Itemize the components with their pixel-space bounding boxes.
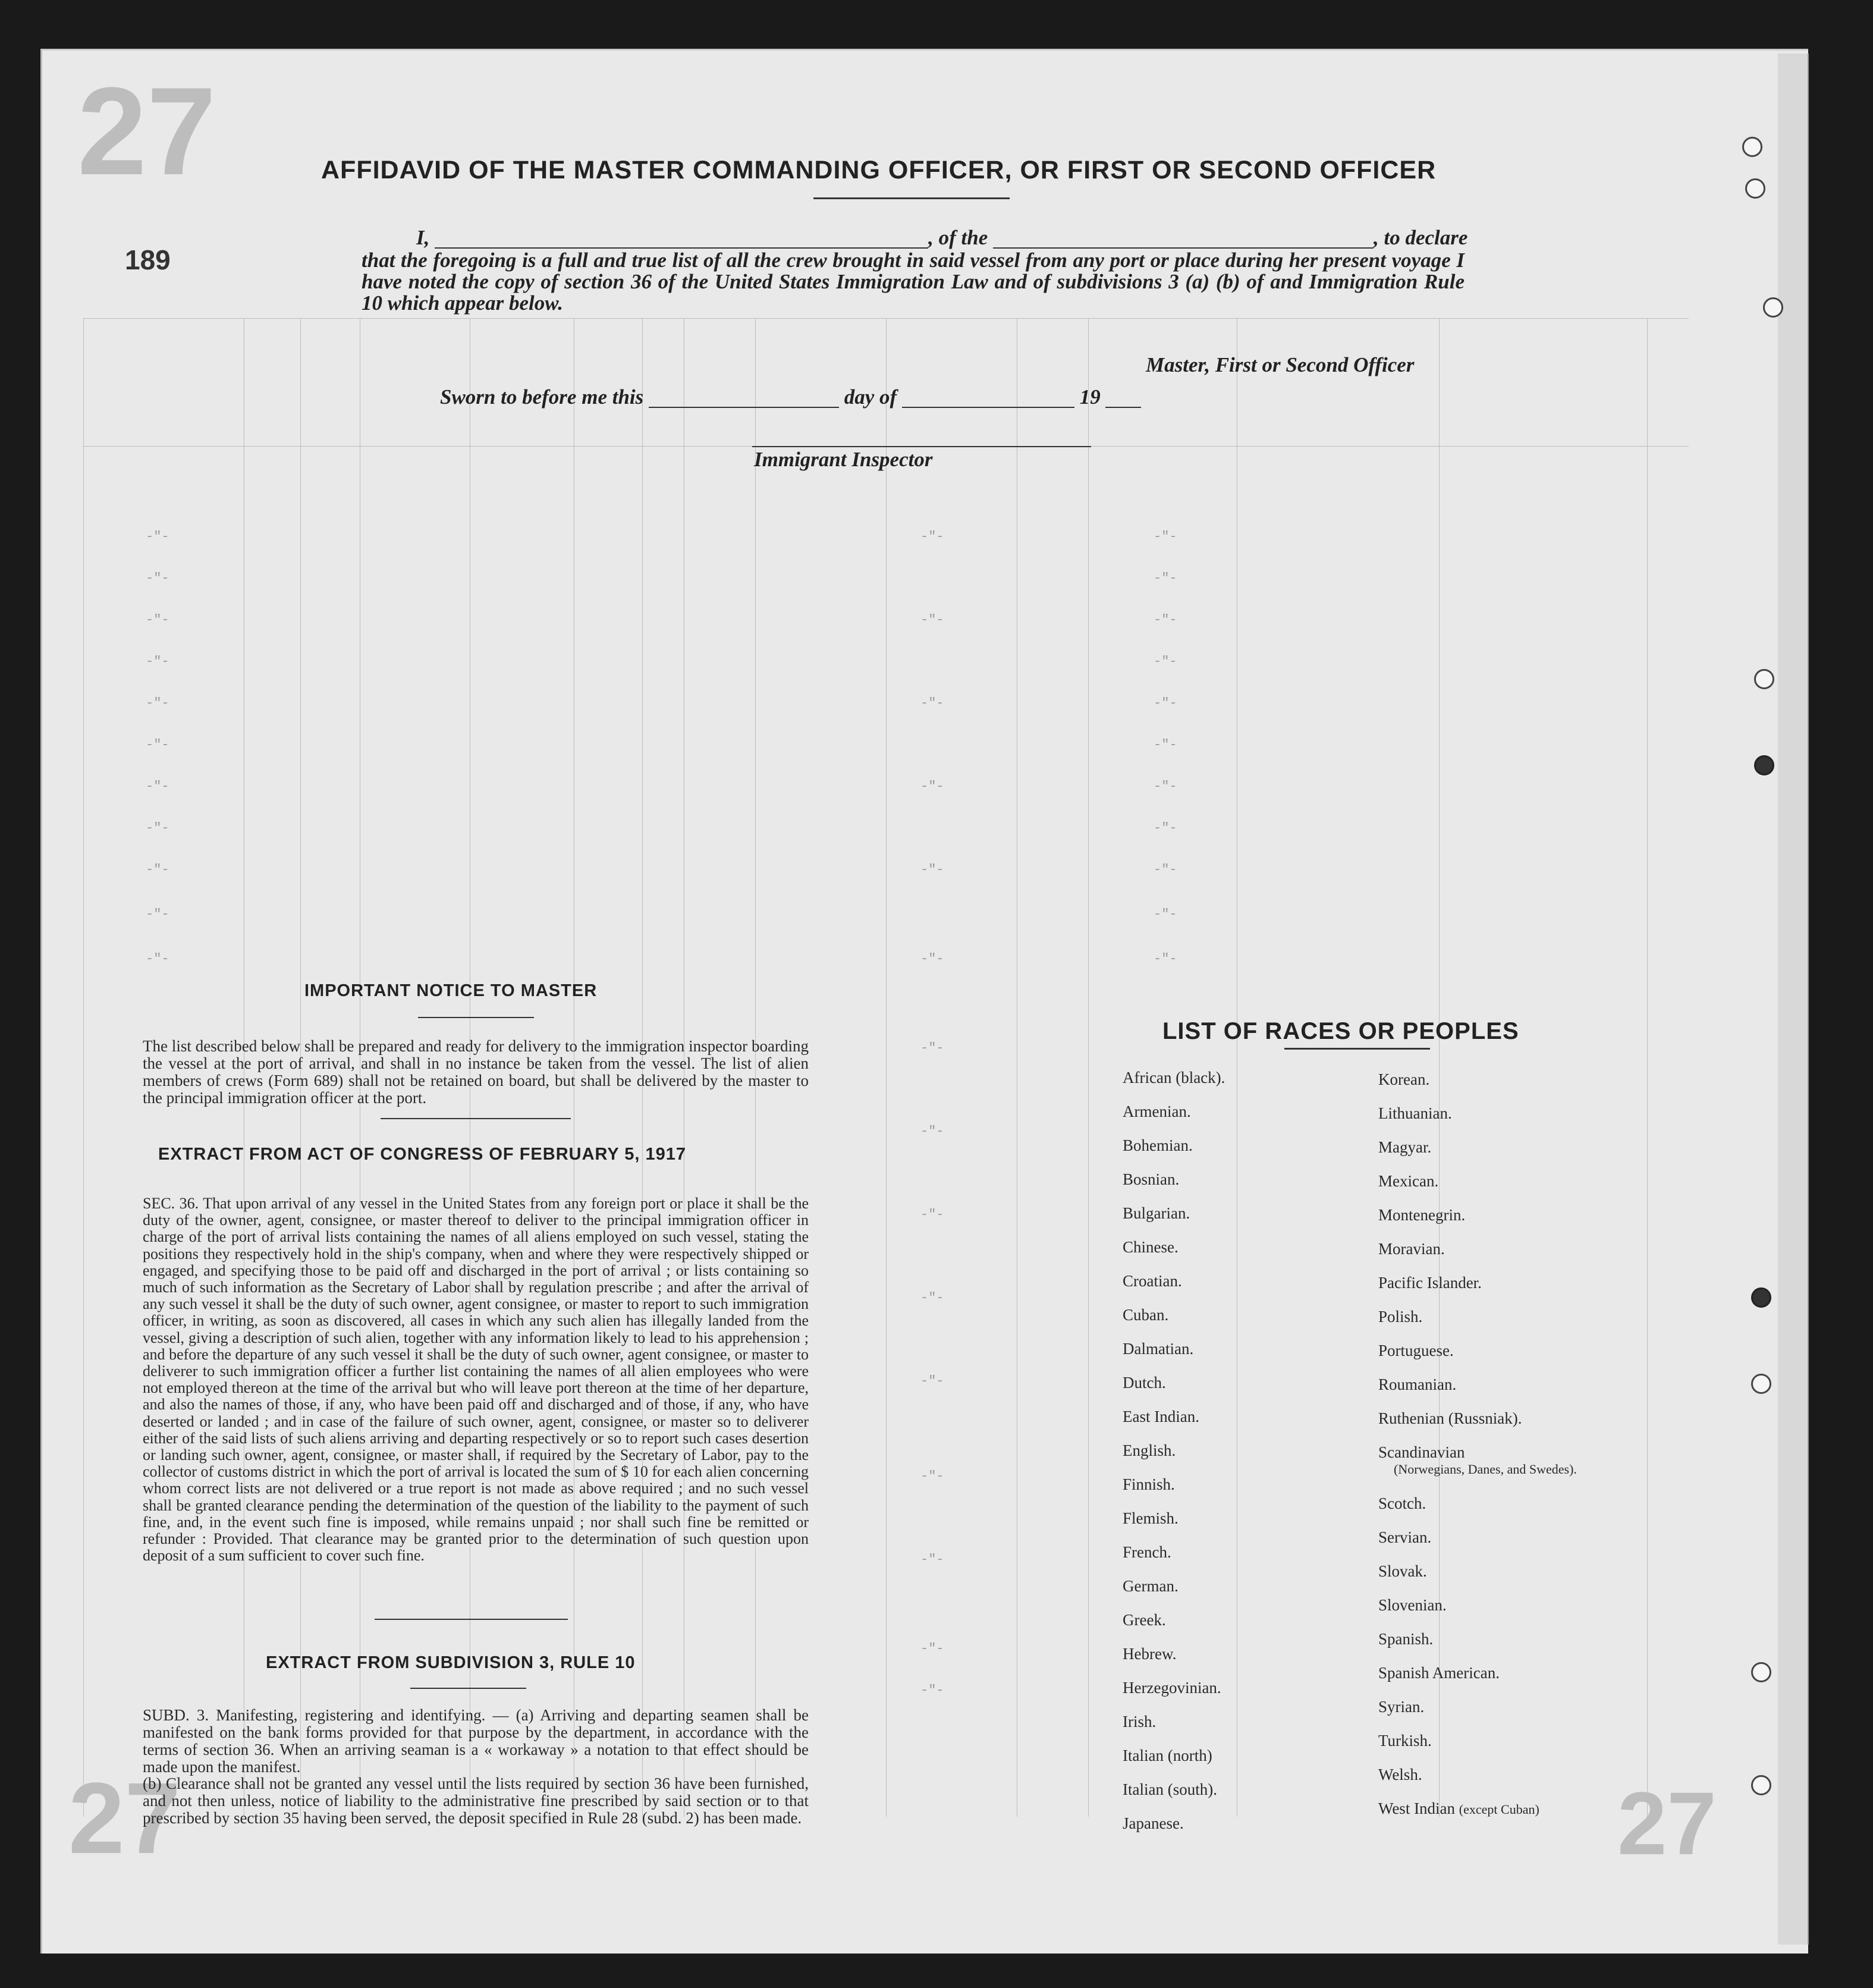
race-item: Spanish American. [1378, 1664, 1500, 1682]
race-item: Bosnian. [1123, 1170, 1180, 1188]
binder-hole [1751, 1374, 1771, 1394]
race-item: Croatian. [1123, 1272, 1182, 1290]
i-label: I, [416, 226, 430, 249]
race-item: German. [1123, 1577, 1179, 1595]
race-item: Japanese. [1123, 1814, 1184, 1832]
race-item: Servian. [1378, 1528, 1432, 1546]
race-item-scandinavian [1378, 1443, 1590, 1477]
sworn-prefix: Sworn to before me this [440, 385, 644, 409]
binder-hole [1751, 1662, 1771, 1682]
sworn-year-field[interactable] [1105, 407, 1141, 408]
race-item: Dutch. [1123, 1374, 1166, 1392]
binder-hole [1754, 669, 1774, 689]
races-heading: LIST OF RACES OR PEOPLES [1162, 1018, 1519, 1044]
race-item: Roumanian. [1378, 1375, 1457, 1393]
rule-heading: EXTRACT FROM SUBDIVISION 3, RULE 10 [266, 1653, 636, 1672]
binder-hole [1751, 1287, 1771, 1308]
rule-text-a: SUBD. 3. Manifesting, registering and identifying. — (a) Arriving and departing seamen shall be manifested on the bank forms provided for that purpose by the department, in accordance with the terms of section 36. When an arriving seaman is a « workaway » a notation to that effect should be made upon the manifest. [143, 1706, 809, 1776]
race-item: Armenian. [1123, 1103, 1191, 1120]
race-item: Hebrew. [1123, 1645, 1177, 1663]
notice-heading: IMPORTANT NOTICE TO MASTER [304, 981, 598, 1000]
race-item: Finnish. [1123, 1475, 1175, 1493]
notice-text: The list described below shall be prepared and ready for delivery to the immigration inspector boarding the vessel at the port of arrival, and shall in no instance be taken from the vessel. The list of alien members of crews (Form 689) shall not be retained on board, but shall be delivered by the master to the principal immigration officer at the port. [143, 1037, 809, 1107]
race-item: Syrian. [1378, 1698, 1425, 1716]
affidavit-title: AFFIDAVID OF THE MASTER COMMANDING OFFICER, OR FIRST OR SECOND OFFICER [321, 156, 1437, 184]
notice-rule [381, 1118, 571, 1119]
race-item: Mexican. [1378, 1172, 1439, 1190]
race-item: Spanish. [1378, 1630, 1434, 1648]
sworn-day-field[interactable] [649, 407, 839, 408]
race-item: Lithuanian. [1378, 1104, 1452, 1122]
race-item-west-indian [1378, 1799, 1539, 1818]
race-item: Dalmatian. [1123, 1340, 1194, 1358]
act-heading: EXTRACT FROM ACT OF CONGRESS OF FEBRUARY 5, 1917 [158, 1145, 687, 1164]
year-prefix: 19 [1079, 385, 1101, 409]
sworn-month-field[interactable] [902, 407, 1074, 408]
race-item: Cuban. [1123, 1306, 1169, 1324]
notice-underline [418, 1017, 534, 1018]
to-declare-label: , to declare [1374, 226, 1468, 249]
inspector-label: Immigrant Inspector [754, 448, 933, 471]
of-the-label: , of the [928, 226, 988, 249]
affidavit-body: that the foregoing is a full and true list of all the crew brought in said vessel from any port or place during her present voyage I have noted the copy of section 36 of the United States Immigration Law and of subdivisions 3 (a) (b) of and Immigration Rule 10 which appear below. [362, 249, 1465, 315]
race-item: Bulgarian. [1123, 1204, 1190, 1222]
race-item: Bohemian. [1123, 1136, 1193, 1154]
race-note: (Norwegians, Danes, and Swedes). [1394, 1462, 1577, 1477]
race-item: Korean. [1378, 1070, 1430, 1088]
stamp-number-bottom-right: 27 [1617, 1773, 1717, 1873]
race-item: Magyar. [1378, 1138, 1432, 1156]
race-item: Portuguese. [1378, 1342, 1454, 1359]
affidavit-line-1 [416, 227, 1467, 249]
race-item: Herzegovinian. [1123, 1679, 1221, 1697]
race-item: Italian (south). [1123, 1780, 1217, 1798]
races-underline [1284, 1048, 1430, 1050]
race-item: Montenegrin. [1378, 1206, 1466, 1224]
race-item: Greek. [1123, 1611, 1166, 1629]
race-item: Slovak. [1378, 1562, 1427, 1580]
binder-hole [1763, 297, 1783, 318]
race-item: English. [1123, 1441, 1176, 1459]
race-item: Flemish. [1123, 1509, 1179, 1527]
binder-hole [1745, 178, 1765, 199]
race-item: Pacific Islander. [1378, 1274, 1482, 1292]
race-label: West Indian [1378, 1799, 1456, 1817]
race-item: Irish. [1123, 1713, 1157, 1731]
race-item: Moravian. [1378, 1240, 1445, 1258]
rule-text-b: (b) Clearance shall not be granted any vessel until the lists required by section 36 have been furnished, and not then unless, notice of liability to the administrative fine prescribed by said section or to that prescribed by section 35 having been served, the deposit specified in Rule 28 (subd. 2) has been made. [143, 1775, 809, 1827]
race-item: French. [1123, 1543, 1171, 1561]
race-item: Chinese. [1123, 1238, 1179, 1256]
race-item: Welsh. [1378, 1766, 1422, 1783]
race-label: Scandinavian [1378, 1443, 1465, 1461]
race-item: African (black). [1123, 1069, 1225, 1086]
race-item: Slovenian. [1378, 1596, 1447, 1614]
race-item: Italian (north) [1123, 1747, 1212, 1764]
act-text: SEC. 36. That upon arrival of any vessel in the United States from any foreign port or place it shall be the duty of the owner, agent, consignee, or master thereof to deliver to the principal immigration officer in charge of the port of arrival lists containing the names of all aliens employed on such vessel, stating the positions they respectively hold in the ship's company, when and where they were respectively shipped or engaged, and specifying those to be paid off and discharged in the port of arrival ; or lists containing so much of such information as the Secretary of Labor shall by regulation prescribe ; and after the arrival of any such vessel it shall be the duty of such owner, agent consignee, or master to report to such immigration officer, in writing, as soon as discovered, all cases in which any such alien has illegally landed from the vessel, giving a description of such alien, together with any information likely to lead to his apprehension ; and before the departure of any such vessel it shall be the duty of such owner, agent consignee, or master to deliverer to such immigration officer a further list containing the names of all alien employees who were not employed thereon at the time of the arrival but who will leave port thereon at the time of her departure, and also the names of those, if any, who have been paid off and discharged and of those, if any, who have deserted or landed ; and in case of the failure of such owner, agent, consignee, or master so to deliverer either of the said lists of such aliens arriving and departing respectively or so to report such cases desertion or landing such owner, agent, consignee, or master shall, if required by the Secretary of Labor, pay to the collector of customs district in which the port of arrival is located the sum of $ 10 for each alien concerning whom correct lists are not delivered or a true report is not made as above required ; and no such vessel shall be granted clearance pending the determination of the question of the liability to the payment of such fine, and, in the event such fine is imposed, while remains unpaid ; nor shall such fine be remitted or refunder : Provided. That clearance may be granted prior to the determination of such question upon deposit of a sum sufficient to cover such fine. [143, 1195, 809, 1565]
day-of-label: day of [844, 385, 897, 409]
race-note: (except Cuban) [1459, 1802, 1539, 1817]
binder-hole [1751, 1775, 1771, 1795]
race-item: Polish. [1378, 1308, 1423, 1326]
sworn-line [440, 387, 1141, 408]
race-item: Turkish. [1378, 1732, 1432, 1750]
page-number: 189 [125, 244, 171, 275]
stamp-number-top: 27 [77, 61, 216, 201]
binder-hole [1742, 137, 1762, 157]
page-edge [1778, 54, 1809, 1945]
race-item: Ruthenian (Russniak). [1378, 1409, 1522, 1427]
title-underline [813, 197, 1010, 199]
act-rule [375, 1619, 568, 1620]
rule-underline [410, 1688, 526, 1689]
binder-hole [1754, 755, 1774, 775]
race-item: East Indian. [1123, 1408, 1199, 1425]
race-item: Scotch. [1378, 1494, 1426, 1512]
stamp-number-bottom-left: 27 [68, 1762, 181, 1875]
master-signature-label: Master, First or Second Officer [1146, 353, 1415, 376]
inspector-signature-line [752, 446, 1091, 447]
